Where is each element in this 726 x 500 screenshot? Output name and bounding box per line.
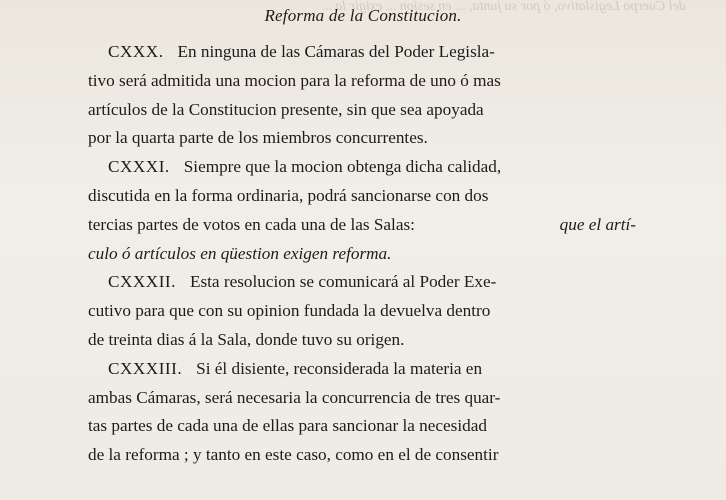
- text-line: [88, 441, 636, 470]
- article-number: CXXXI.: [108, 157, 170, 177]
- line-segment: que el artí-: [559, 214, 636, 234]
- line-segment: Siempre que la mocion obtenga dicha calidad,: [183, 157, 502, 177]
- article-number: CXXXIII.: [108, 358, 183, 378]
- text-line: [88, 124, 636, 153]
- line-segment: de treinta dias á la Sala, donde tuvo su origen.: [88, 329, 405, 349]
- text-line: [88, 297, 636, 326]
- text-line: [88, 326, 636, 355]
- line-segment: culo ó artículos en qüestion exigen reforma.: [88, 243, 392, 263]
- bleed-through-text: del Cuerpo Legislativo, ó por su junta, ... en sesion ... exigir la ...: [321, 0, 686, 14]
- body-text: [88, 38, 636, 470]
- text-line: [88, 67, 636, 96]
- line-segment: tercias partes de votos en cada una de las Salas:: [88, 214, 415, 234]
- line-segment: artículos de la Constitucion presente, sin que sea apoyada: [88, 99, 484, 119]
- text-line: [88, 384, 636, 413]
- article-number: CXXX.: [108, 42, 164, 61]
- text-line: [88, 211, 636, 240]
- text-line: [88, 38, 636, 67]
- line-segment: Si él disiente, reconsiderada la materia en: [196, 358, 483, 378]
- text-line: [88, 96, 636, 125]
- line-segment: ambas Cámaras, será necesaria la concurrencia de tres quar-: [88, 387, 501, 407]
- text-line: [88, 355, 636, 384]
- text-line: [88, 412, 636, 441]
- line-segment: discutida en la forma ordinaria, podrá sancionarse con dos: [88, 185, 489, 205]
- line-segment: cutivo para que con su opinion fundada la devuelva dentro: [88, 301, 491, 321]
- article-number: CXXXII.: [108, 272, 176, 292]
- line-segment: por la quarta parte de los miembros concurrentes.: [88, 128, 428, 148]
- line-segment: de la reforma ; y tanto en este caso, como en el de consentir: [88, 445, 499, 465]
- text-line: [88, 268, 636, 297]
- text-line: [88, 182, 636, 211]
- line-segment: tas partes de cada una de ellas para sancionar la necesidad: [88, 416, 487, 436]
- text-line: [88, 240, 636, 269]
- text-line: [88, 153, 636, 182]
- line-segment: tivo será admitida una mocion para la reforma de uno ó mas: [88, 70, 501, 90]
- line-segment: En ninguna de las Cámaras del Poder Legisla-: [177, 42, 495, 61]
- line-segment: Esta resolucion se comunicará al Poder Exe-: [189, 272, 497, 292]
- section-heading: Reforma de la Constitucion.: [264, 6, 462, 25]
